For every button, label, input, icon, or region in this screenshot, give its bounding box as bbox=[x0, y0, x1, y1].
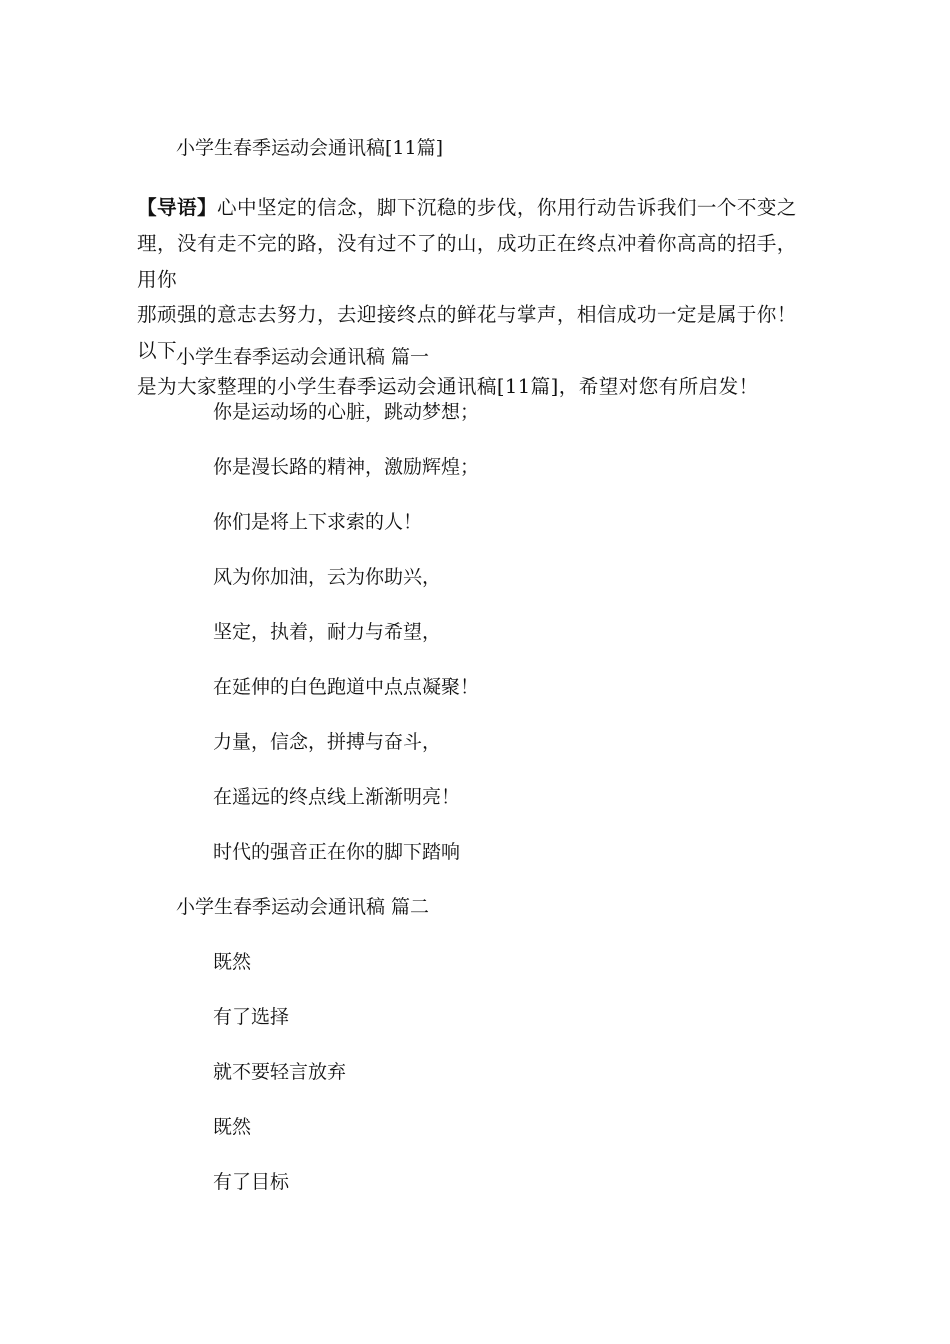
verse-line: 既然 bbox=[213, 951, 252, 973]
verse-line: 时代的强音正在你的脚下踏响 bbox=[213, 841, 461, 863]
verse-line: 在延伸的白色跑道中点点凝聚！ bbox=[213, 676, 480, 698]
verse-line: 既然 bbox=[213, 1116, 252, 1138]
verse-line: 坚定，执着，耐力与希望， bbox=[213, 621, 442, 643]
verse-line: 力量，信念，拼搏与奋斗， bbox=[213, 731, 442, 753]
intro-label: 【导语】 bbox=[137, 196, 217, 219]
verse-line: 在遥远的终点线上渐渐明亮！ bbox=[213, 786, 461, 808]
intro-paragraph bbox=[137, 190, 809, 405]
document-title: 小学生春季运动会通讯稿[11篇] bbox=[176, 137, 444, 159]
verse-line: 有了选择 bbox=[213, 1006, 290, 1028]
verse-line: 你是运动场的心脏，跳动梦想； bbox=[213, 401, 480, 423]
verse-line: 风为你加油，云为你助兴， bbox=[213, 566, 442, 588]
intro-text: 心中坚定的信念，脚下沉稳的步伐，你用行动告诉我们一个不变之 bbox=[216, 196, 797, 219]
verse-line: 你是漫长路的精神，激励辉煌； bbox=[213, 456, 480, 478]
intro-line: 是为大家整理的小学生春季运动会通讯稿[11篇]，希望对您有所启发！ bbox=[137, 374, 759, 398]
intro-line bbox=[137, 190, 809, 226]
verse-line: 就不要轻言放弃 bbox=[213, 1061, 347, 1083]
verse-line: 你们是将上下求索的人！ bbox=[213, 511, 423, 533]
verse-line: 有了目标 bbox=[213, 1171, 290, 1193]
intro-line: 那顽强的意志去努力，去迎接终点的鲜花与掌声，相信成功一定是属于你！以下 bbox=[137, 303, 797, 363]
intro-line: 理，没有走不完的路，没有过不了的山，成功正在终点冲着你高高的招手，用你 bbox=[137, 231, 797, 291]
section-heading: 小学生春季运动会通讯稿 篇二 bbox=[176, 896, 430, 918]
section-heading: 小学生春季运动会通讯稿 篇一 bbox=[176, 346, 430, 368]
